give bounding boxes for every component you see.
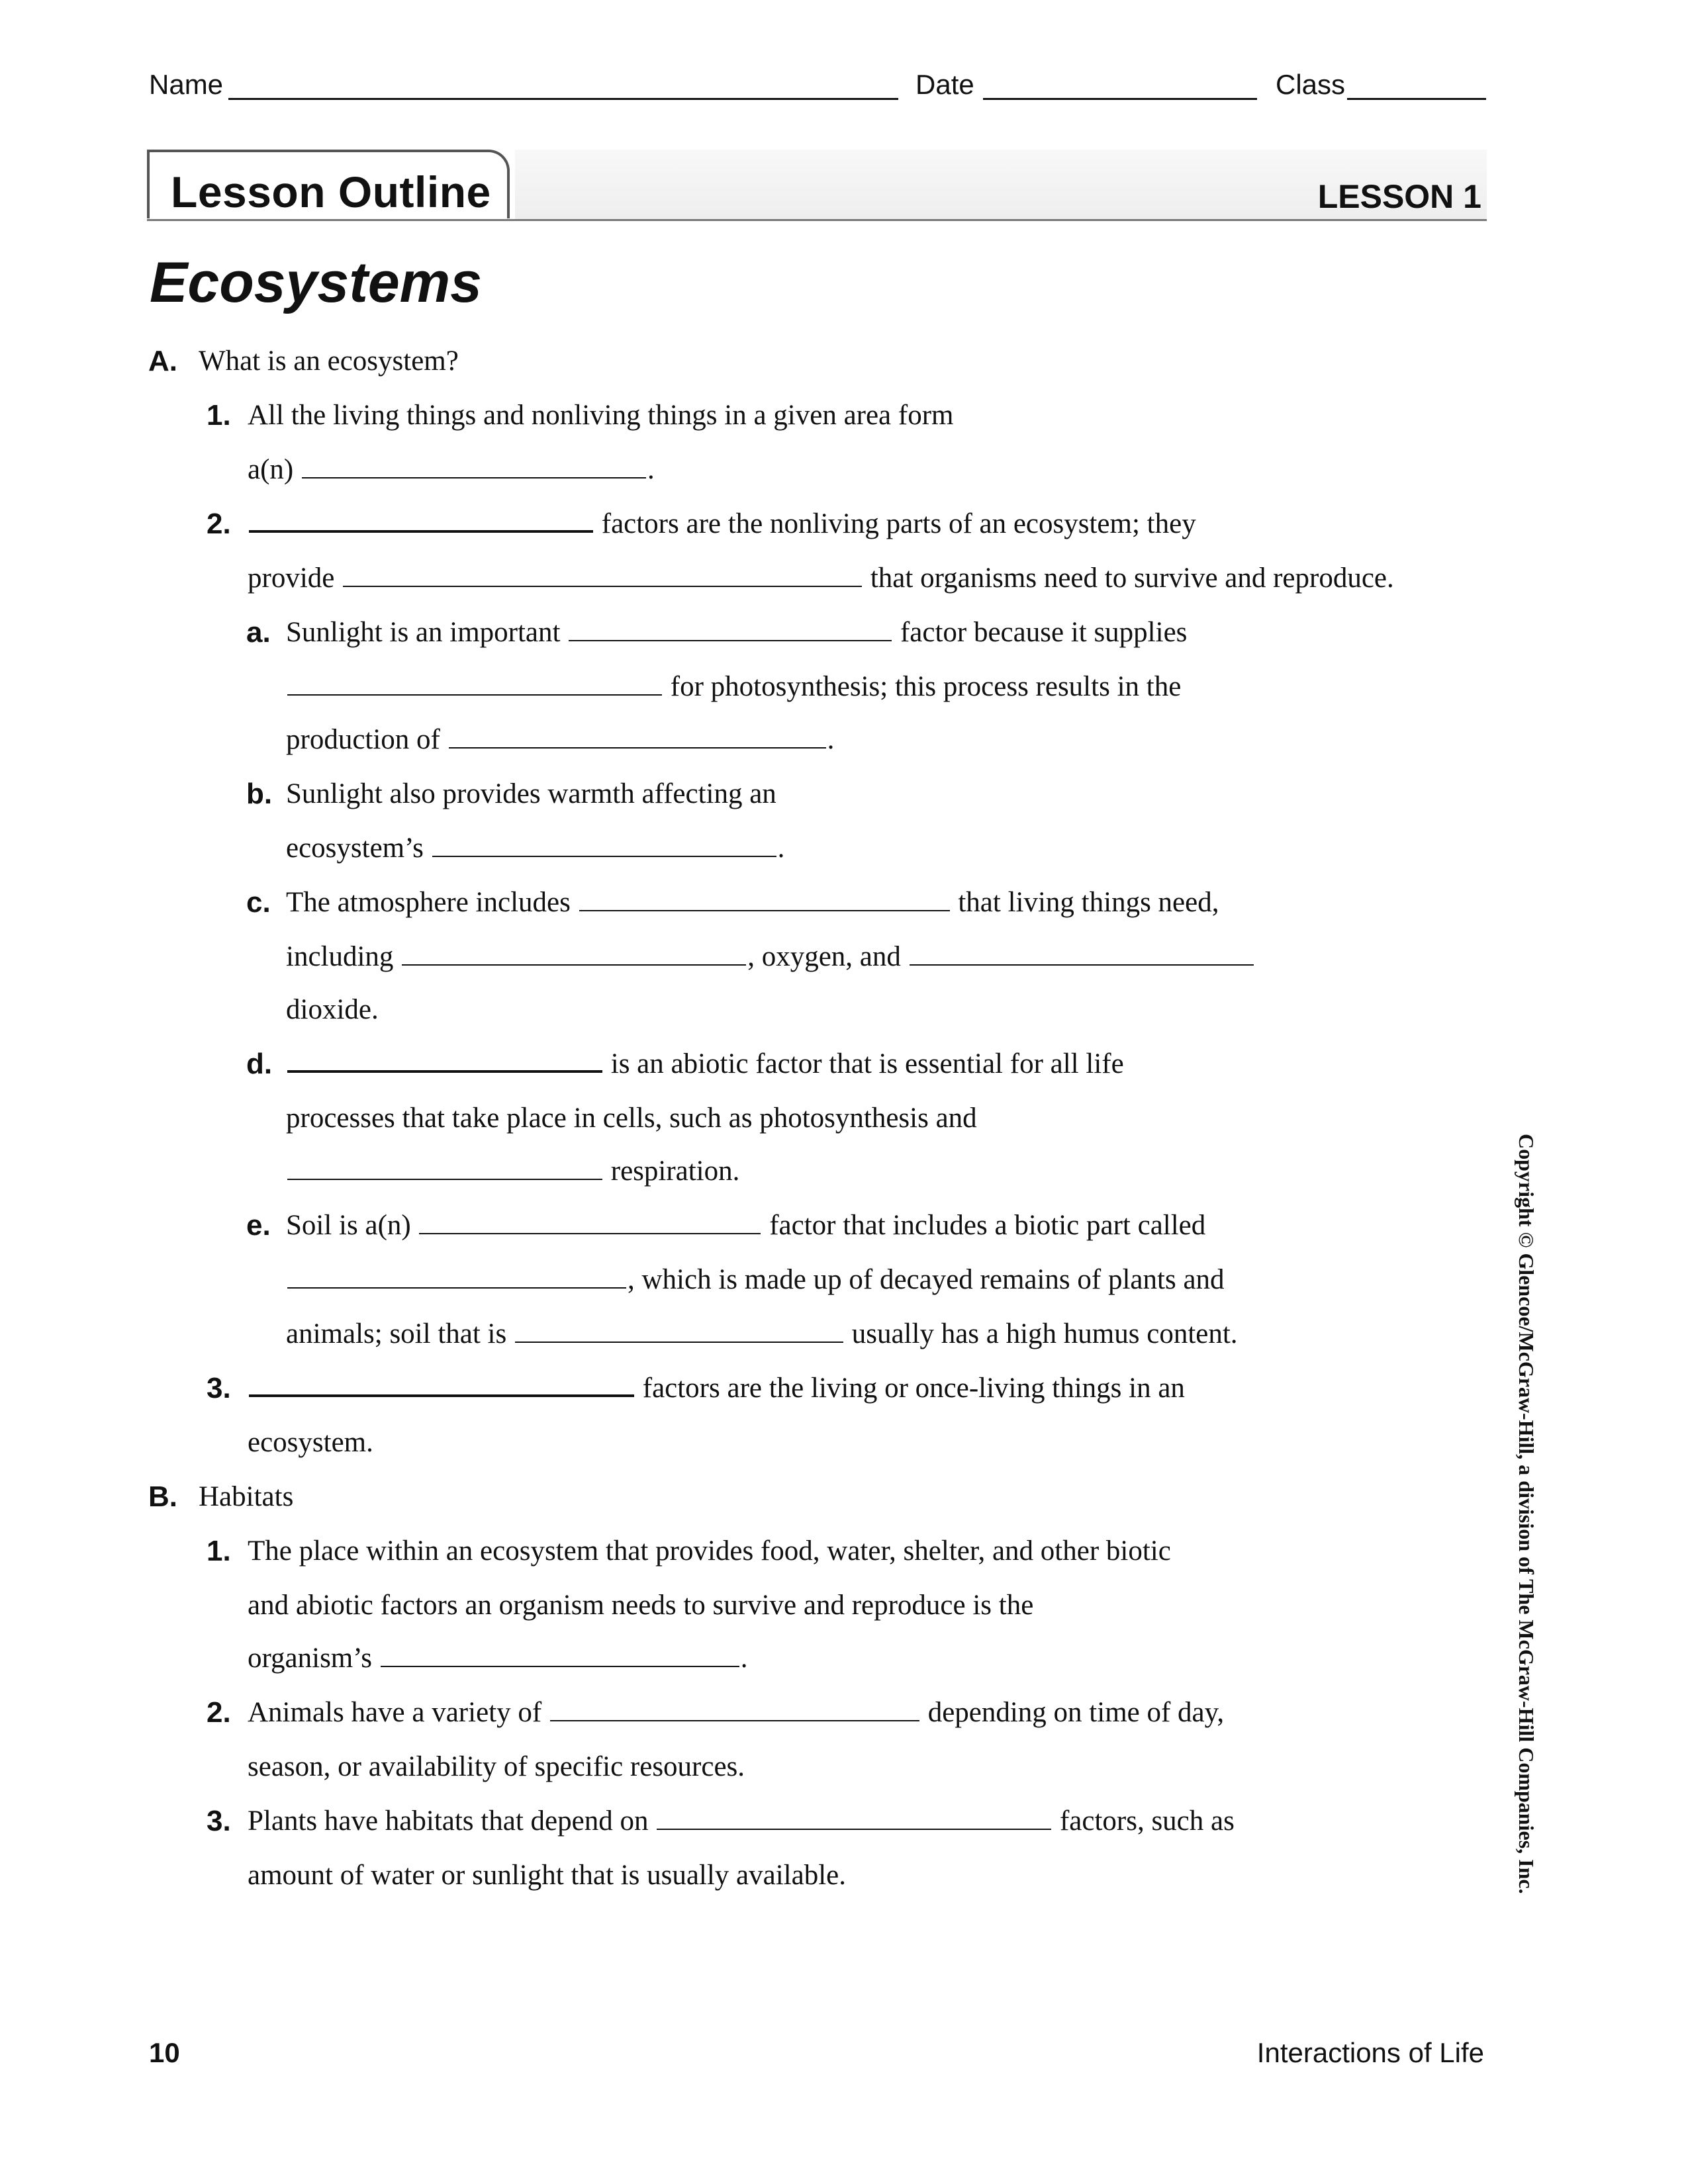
section-b-heading: Habitats bbox=[199, 1481, 294, 1512]
answer-blank[interactable] bbox=[569, 640, 892, 641]
section-a-heading: What is an ecosystem? bbox=[199, 345, 459, 377]
answer-blank[interactable] bbox=[402, 964, 746, 966]
page-number: 10 bbox=[149, 2037, 180, 2068]
answer-blank[interactable] bbox=[910, 964, 1254, 966]
a3-line1: factors are the living or once-living things in an bbox=[248, 1374, 1185, 1402]
a-sub-line2: for photosynthesis; this process results in the bbox=[286, 672, 1181, 701]
e-sub-line3: animals; soil that is usually has a high humus content. bbox=[286, 1318, 1238, 1349]
b-sub-line2: ecosystem’s . bbox=[286, 833, 785, 864]
c-sub-line3: dioxide. bbox=[286, 994, 379, 1025]
b2-line1: Animals have a variety of depending on time of day, bbox=[248, 1697, 1225, 1728]
lesson-number: LESSON 1 bbox=[1317, 178, 1481, 215]
answer-blank[interactable] bbox=[287, 694, 662, 696]
name-field[interactable] bbox=[228, 98, 898, 100]
copyright-notice: Copyright © Glencoe/McGraw-Hill, a division of The McGraw-Hill Companies, Inc. bbox=[1515, 1134, 1538, 1894]
answer-blank[interactable] bbox=[287, 1070, 602, 1073]
answer-blank[interactable] bbox=[249, 1394, 634, 1397]
b3-line2: amount of water or sunlight that is usually available. bbox=[248, 1860, 846, 1891]
d-sub-line1: is an abiotic factor that is essential for all life bbox=[286, 1050, 1124, 1078]
b1-line3: organism’s . bbox=[248, 1643, 748, 1674]
date-field[interactable] bbox=[983, 98, 1257, 100]
student-info-row bbox=[149, 66, 1486, 106]
lesson-outline-title: Lesson Outline bbox=[171, 167, 491, 216]
d-sub-line3: respiration. bbox=[286, 1157, 739, 1185]
b3-marker: 3. bbox=[207, 1805, 231, 1837]
a1-marker: 1. bbox=[207, 399, 231, 432]
answer-blank[interactable] bbox=[515, 1342, 843, 1343]
b2-line2: season, or availability of specific resources. bbox=[248, 1751, 745, 1782]
answer-blank[interactable] bbox=[432, 856, 776, 857]
answer-blank[interactable] bbox=[249, 530, 593, 533]
a2-line2: provide that organisms need to survive and reproduce. bbox=[248, 563, 1394, 594]
a-sub-line1: Sunlight is an important factor because it supplies bbox=[286, 617, 1188, 648]
answer-blank[interactable] bbox=[287, 1179, 602, 1180]
name-label: Name bbox=[149, 69, 224, 100]
b1-marker: 1. bbox=[207, 1535, 231, 1567]
answer-blank[interactable] bbox=[550, 1720, 919, 1721]
c-sub-line1: The atmosphere includes that living things need, bbox=[286, 887, 1219, 918]
lesson-outline-tab bbox=[147, 150, 510, 218]
answer-blank[interactable] bbox=[657, 1829, 1051, 1830]
answer-blank[interactable] bbox=[579, 910, 950, 911]
a2-marker: 2. bbox=[207, 508, 231, 540]
b-sub-marker: b. bbox=[246, 778, 273, 810]
a1-line2: a(n) . bbox=[248, 454, 655, 485]
a-sub-line3: production of . bbox=[286, 724, 835, 755]
c-sub-line2: including , oxygen, and bbox=[286, 942, 1255, 971]
answer-blank[interactable] bbox=[419, 1233, 761, 1234]
section-b-marker: B. bbox=[148, 1480, 177, 1513]
b3-line1: Plants have habitats that depend on factors, such as bbox=[248, 1805, 1235, 1837]
a2-line1: factors are the nonliving parts of an ecosystem; they bbox=[248, 510, 1196, 538]
a1-line1: All the living things and nonliving things in a given area form bbox=[248, 400, 954, 431]
a-sub-marker: a. bbox=[246, 616, 271, 649]
d-sub-line2: processes that take place in cells, such as photosynthesis and bbox=[286, 1103, 977, 1134]
answer-blank[interactable] bbox=[381, 1666, 739, 1667]
e-sub-marker: e. bbox=[246, 1209, 271, 1242]
page-title: Ecosystems bbox=[150, 251, 482, 314]
d-sub-marker: d. bbox=[246, 1048, 273, 1080]
b2-marker: 2. bbox=[207, 1696, 231, 1729]
b-sub-line1: Sunlight also provides warmth affecting an bbox=[286, 778, 776, 809]
e-sub-line2: , which is made up of decayed remains of plants and bbox=[286, 1265, 1225, 1294]
class-label: Class bbox=[1276, 69, 1346, 100]
book-title: Interactions of Life bbox=[1256, 2037, 1484, 2068]
answer-blank[interactable] bbox=[287, 1287, 626, 1289]
answer-blank[interactable] bbox=[449, 747, 826, 749]
b1-line1: The place within an ecosystem that provides food, water, shelter, and other biotic bbox=[248, 1535, 1171, 1567]
date-label: Date bbox=[915, 69, 974, 100]
lesson-banner bbox=[147, 150, 1487, 221]
answer-blank[interactable] bbox=[302, 477, 646, 478]
section-a-marker: A. bbox=[148, 345, 177, 377]
b1-line2: and abiotic factors an organism needs to survive and reproduce is the bbox=[248, 1590, 1034, 1621]
answer-blank[interactable] bbox=[343, 586, 862, 587]
class-field[interactable] bbox=[1347, 98, 1486, 100]
c-sub-marker: c. bbox=[246, 886, 271, 919]
a3-line2: ecosystem. bbox=[248, 1427, 373, 1458]
a3-marker: 3. bbox=[207, 1372, 231, 1404]
e-sub-line1: Soil is a(n) factor that includes a biotic part called bbox=[286, 1210, 1206, 1241]
